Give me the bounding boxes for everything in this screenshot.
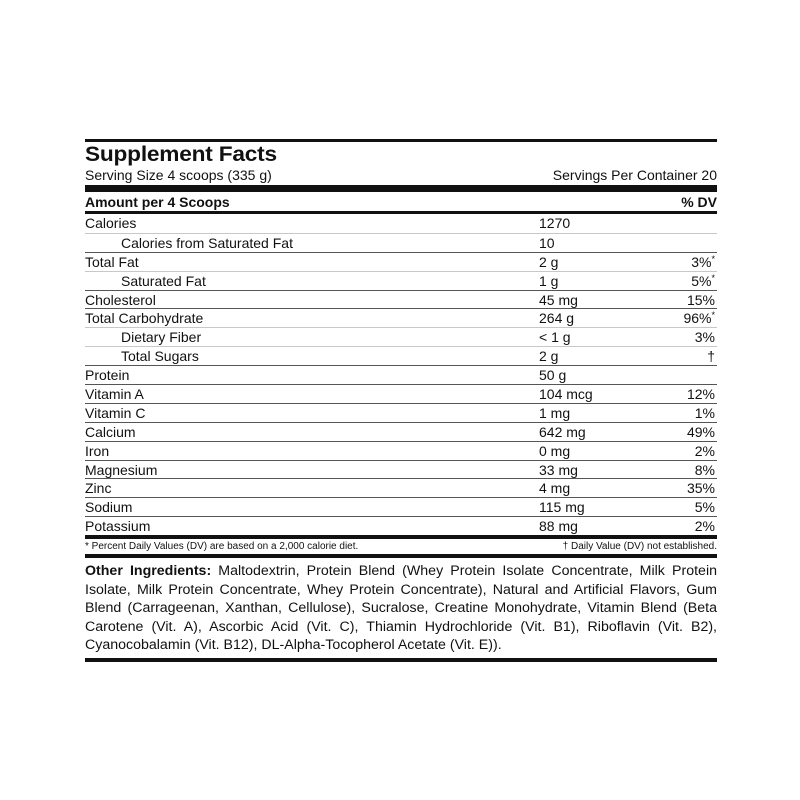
nutrient-dv bbox=[659, 461, 717, 479]
dv-value: † bbox=[707, 348, 715, 365]
nutrient-amount: 264 g bbox=[539, 310, 575, 327]
nutrient-amount: 1270 bbox=[539, 215, 571, 231]
bottom-rule bbox=[85, 658, 717, 662]
nutrient-row bbox=[85, 290, 717, 309]
nutrient-amount: 0 mg bbox=[539, 442, 571, 459]
nutrient-dv bbox=[659, 423, 717, 441]
footnotes bbox=[85, 539, 717, 554]
nutrient-dv bbox=[659, 214, 717, 233]
nutrient-row bbox=[85, 233, 717, 252]
nutrient-dv bbox=[659, 309, 717, 327]
nutrient-amount: 50 g bbox=[539, 367, 567, 384]
nutrient-dv bbox=[659, 479, 717, 497]
nutrient-row bbox=[85, 516, 717, 535]
nutrient-name: Calories bbox=[85, 215, 137, 231]
nutrient-name: Cholesterol bbox=[85, 291, 156, 308]
dv-value: 2% bbox=[694, 442, 715, 459]
nutrient-row bbox=[85, 460, 717, 479]
nutrient-dv bbox=[659, 291, 717, 309]
nutrient-dv bbox=[659, 272, 717, 290]
nutrient-name: Calories from Saturated Fat bbox=[121, 234, 293, 251]
nutrient-dv bbox=[659, 234, 717, 252]
other-ingredients bbox=[85, 558, 717, 657]
nutrient-amount: 33 mg bbox=[539, 461, 578, 478]
top-rule bbox=[85, 139, 717, 142]
nutrient-row bbox=[85, 271, 717, 290]
nutrient-table bbox=[85, 214, 717, 535]
panel-title: Supplement Facts bbox=[85, 143, 277, 166]
dv-footnote-mark: * bbox=[711, 310, 715, 321]
serving-info bbox=[85, 166, 717, 184]
nutrient-name: Magnesium bbox=[85, 461, 158, 478]
nutrient-row bbox=[85, 327, 717, 346]
nutrient-row bbox=[85, 441, 717, 460]
amount-header: Amount per 4 Scoops bbox=[85, 194, 230, 210]
nutrient-row bbox=[85, 214, 717, 233]
dv-footnote-mark: * bbox=[711, 272, 715, 283]
nutrient-name: Iron bbox=[85, 442, 110, 459]
nutrient-dv bbox=[659, 253, 717, 271]
nutrient-name: Dietary Fiber bbox=[121, 329, 202, 346]
footnote-dv-basis: * Percent Daily Values (DV) are based on a 2,000 calorie diet. bbox=[85, 541, 359, 553]
nutrient-amount: 1 g bbox=[539, 272, 559, 289]
nutrient-amount: 4 mg bbox=[539, 480, 571, 497]
nutrient-dv bbox=[659, 498, 717, 516]
nutrient-row bbox=[85, 403, 717, 422]
nutrient-dv bbox=[659, 328, 717, 346]
dv-value: 12% bbox=[686, 386, 715, 403]
nutrient-name: Protein bbox=[85, 367, 130, 384]
nutrient-dv bbox=[659, 517, 717, 535]
nutrient-amount: < 1 g bbox=[539, 329, 571, 346]
ingredients-text: Maltodextrin, Protein Blend (Whey Protein Isolate Concentrate, Milk Protein Isolate, Milk Protein Concentrate, Whey Protein Concentrate), Natural and Artificial Flavors, Gum Blend (Carrageenan, Xanthan, Cellulose), Sucralose, Creatine Monohydrate, Vitamin Blend (Beta Carotene (Vit. A), Ascorbic Acid (Vit. C), Thiamin Hydrochloride (Vit. B1), Riboflavin (Vit. B2), Cyanocobalamin (Vit. B12), DL-Alpha-Tocopherol Acetate (Vit. E)). bbox=[85, 563, 717, 654]
ingredients-label: Other Ingredients: bbox=[85, 563, 212, 580]
nutrient-name: Vitamin A bbox=[85, 386, 144, 403]
nutrient-dv bbox=[659, 404, 717, 422]
nutrient-row bbox=[85, 384, 717, 403]
nutrient-amount: 10 bbox=[539, 234, 555, 251]
supplement-facts-panel bbox=[85, 139, 717, 662]
dv-value: 1% bbox=[694, 404, 715, 421]
nutrient-row bbox=[85, 365, 717, 384]
thick-rule bbox=[85, 185, 717, 192]
dv-value: 5% bbox=[694, 499, 715, 516]
nutrient-name: Total Fat bbox=[85, 253, 139, 270]
nutrient-amount: 45 mg bbox=[539, 291, 578, 308]
dv-value: 3% bbox=[691, 253, 712, 270]
dv-footnote-mark: * bbox=[711, 253, 715, 264]
nutrient-name: Sodium bbox=[85, 499, 133, 516]
dv-header: % DV bbox=[681, 194, 717, 210]
dv-value: 5% bbox=[691, 272, 712, 289]
nutrient-row bbox=[85, 346, 717, 365]
nutrient-row bbox=[85, 497, 717, 516]
nutrient-amount: 88 mg bbox=[539, 518, 578, 535]
nutrient-dv bbox=[659, 366, 717, 384]
nutrient-amount: 642 mg bbox=[539, 423, 586, 440]
nutrient-amount: 1 mg bbox=[539, 404, 571, 421]
nutrient-dv bbox=[659, 385, 717, 403]
footnote-dv-not-established: † Daily Value (DV) not established. bbox=[562, 541, 717, 553]
nutrient-name: Zinc bbox=[85, 480, 112, 497]
nutrient-dv bbox=[659, 442, 717, 460]
nutrient-row bbox=[85, 478, 717, 497]
dv-value: 8% bbox=[694, 461, 715, 478]
nutrient-name: Calcium bbox=[85, 423, 136, 440]
nutrient-row bbox=[85, 252, 717, 271]
dv-value: 2% bbox=[694, 518, 715, 535]
dv-value: 3% bbox=[694, 329, 715, 346]
nutrient-row bbox=[85, 308, 717, 327]
nutrient-amount: 2 g bbox=[539, 348, 559, 365]
nutrient-amount: 115 mg bbox=[539, 499, 585, 516]
nutrient-name: Saturated Fat bbox=[121, 272, 206, 289]
nutrient-amount: 2 g bbox=[539, 253, 559, 270]
dv-value: 96% bbox=[683, 310, 712, 327]
nutrient-name: Potassium bbox=[85, 518, 151, 535]
dv-value: 15% bbox=[686, 291, 715, 308]
table-header bbox=[85, 192, 717, 211]
dv-value: 35% bbox=[686, 480, 715, 497]
dv-value: 49% bbox=[686, 423, 715, 440]
nutrient-name: Total Sugars bbox=[121, 348, 199, 365]
nutrient-row bbox=[85, 422, 717, 441]
serving-size: Serving Size 4 scoops (335 g) bbox=[85, 167, 272, 183]
nutrient-amount: 104 mcg bbox=[539, 386, 593, 403]
nutrient-name: Total Carbohydrate bbox=[85, 310, 204, 327]
nutrient-name: Vitamin C bbox=[85, 404, 146, 421]
nutrient-dv bbox=[659, 347, 717, 365]
servings-per-container: Servings Per Container 20 bbox=[552, 167, 717, 183]
